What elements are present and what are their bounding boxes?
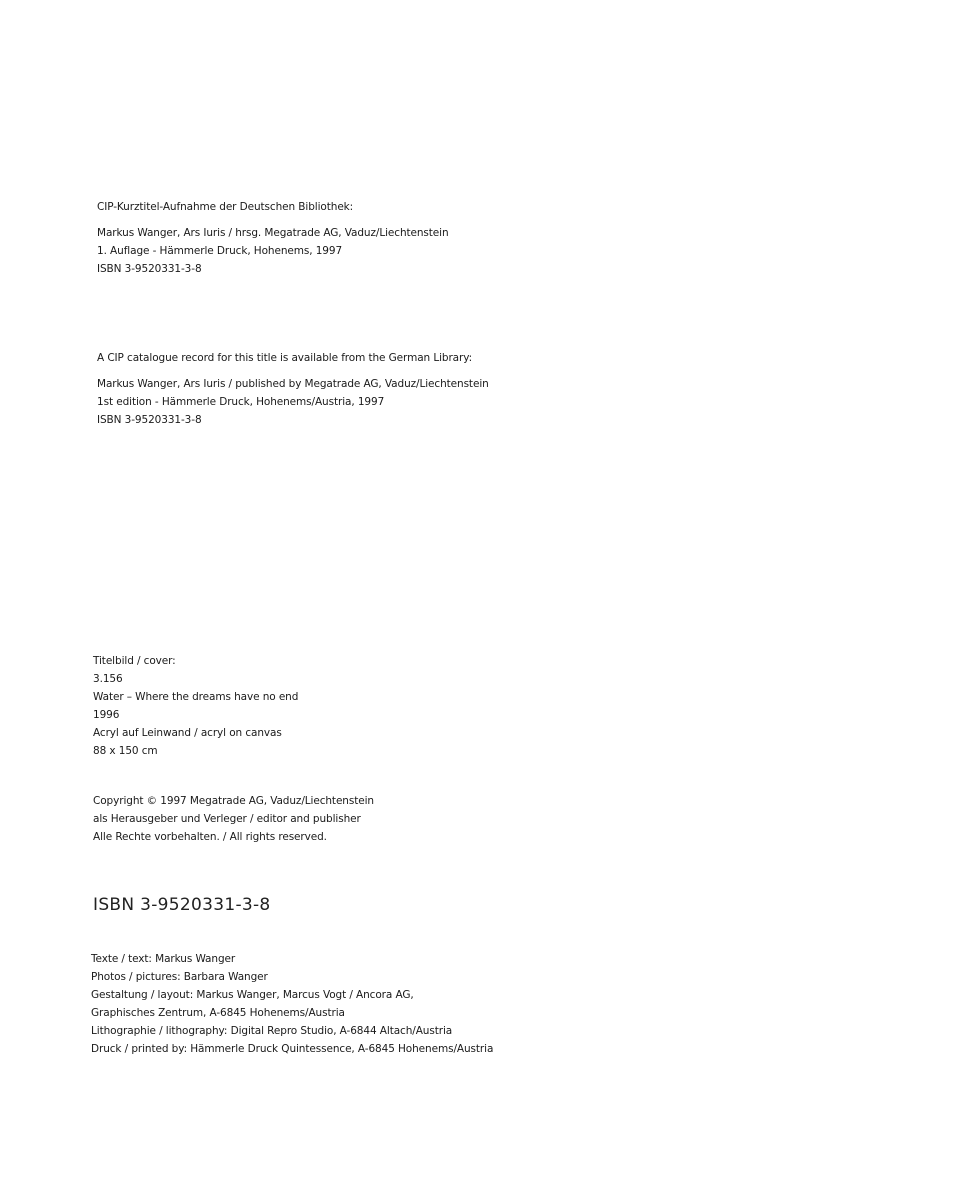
credit-line: Druck / printed by: Hämmerle Druck Quintessence, A-6845 Hohenems/Austria [91, 1043, 494, 1055]
credit-line: Gestaltung / layout: Markus Wanger, Marcus Vogt / Ancora AG, [91, 989, 414, 1001]
credit-line: Photos / pictures: Barbara Wanger [91, 971, 268, 983]
cover-dimensions: 88 x 150 cm [93, 745, 158, 757]
cover-medium: Acryl auf Leinwand / acryl on canvas [93, 727, 282, 739]
cover-label: Titelbild / cover: [93, 655, 176, 667]
cip-heading-english: A CIP catalogue record for this title is available from the German Library: [97, 352, 473, 364]
cip-line: Markus Wanger, Ars Iuris / hrsg. Megatrade AG, Vaduz/Liechtenstein [97, 227, 449, 239]
cip-heading-german: CIP-Kurztitel-Aufnahme der Deutschen Bibliothek: [97, 201, 354, 213]
copyright-line: Copyright © 1997 Megatrade AG, Vaduz/Liechtenstein [93, 795, 374, 807]
copyright-notice [93, 792, 374, 846]
credit-line: Graphisches Zentrum, A-6845 Hohenems/Austria [91, 1007, 345, 1019]
copyright-line: Alle Rechte vorbehalten. / All rights reserved. [93, 831, 327, 843]
credit-line: Lithographie / lithography: Digital Repro Studio, A-6844 Altach/Austria [91, 1025, 453, 1037]
cover-work-number: 3.156 [93, 673, 123, 685]
cip-record-english [97, 349, 489, 429]
copyright-line: als Herausgeber und Verleger / editor and publisher [93, 813, 361, 825]
cip-line: 1. Auflage - Hämmerle Druck, Hohenems, 1997 [97, 245, 343, 257]
cip-record-german [97, 198, 449, 278]
cip-line: Markus Wanger, Ars Iuris / published by Megatrade AG, Vaduz/Liechtenstein [97, 378, 489, 390]
credits [91, 950, 493, 1058]
cip-line: ISBN 3-9520331-3-8 [97, 263, 202, 275]
cover-info [93, 652, 298, 760]
cip-line: 1st edition - Hämmerle Druck, Hohenems/Austria, 1997 [97, 396, 385, 408]
cip-line: ISBN 3-9520331-3-8 [97, 414, 202, 426]
credit-line: Texte / text: Markus Wanger [91, 953, 236, 965]
cover-title: Water – Where the dreams have no end [93, 691, 299, 703]
isbn-display: ISBN 3-9520331-3-8 [93, 895, 271, 915]
cover-year: 1996 [93, 709, 120, 721]
